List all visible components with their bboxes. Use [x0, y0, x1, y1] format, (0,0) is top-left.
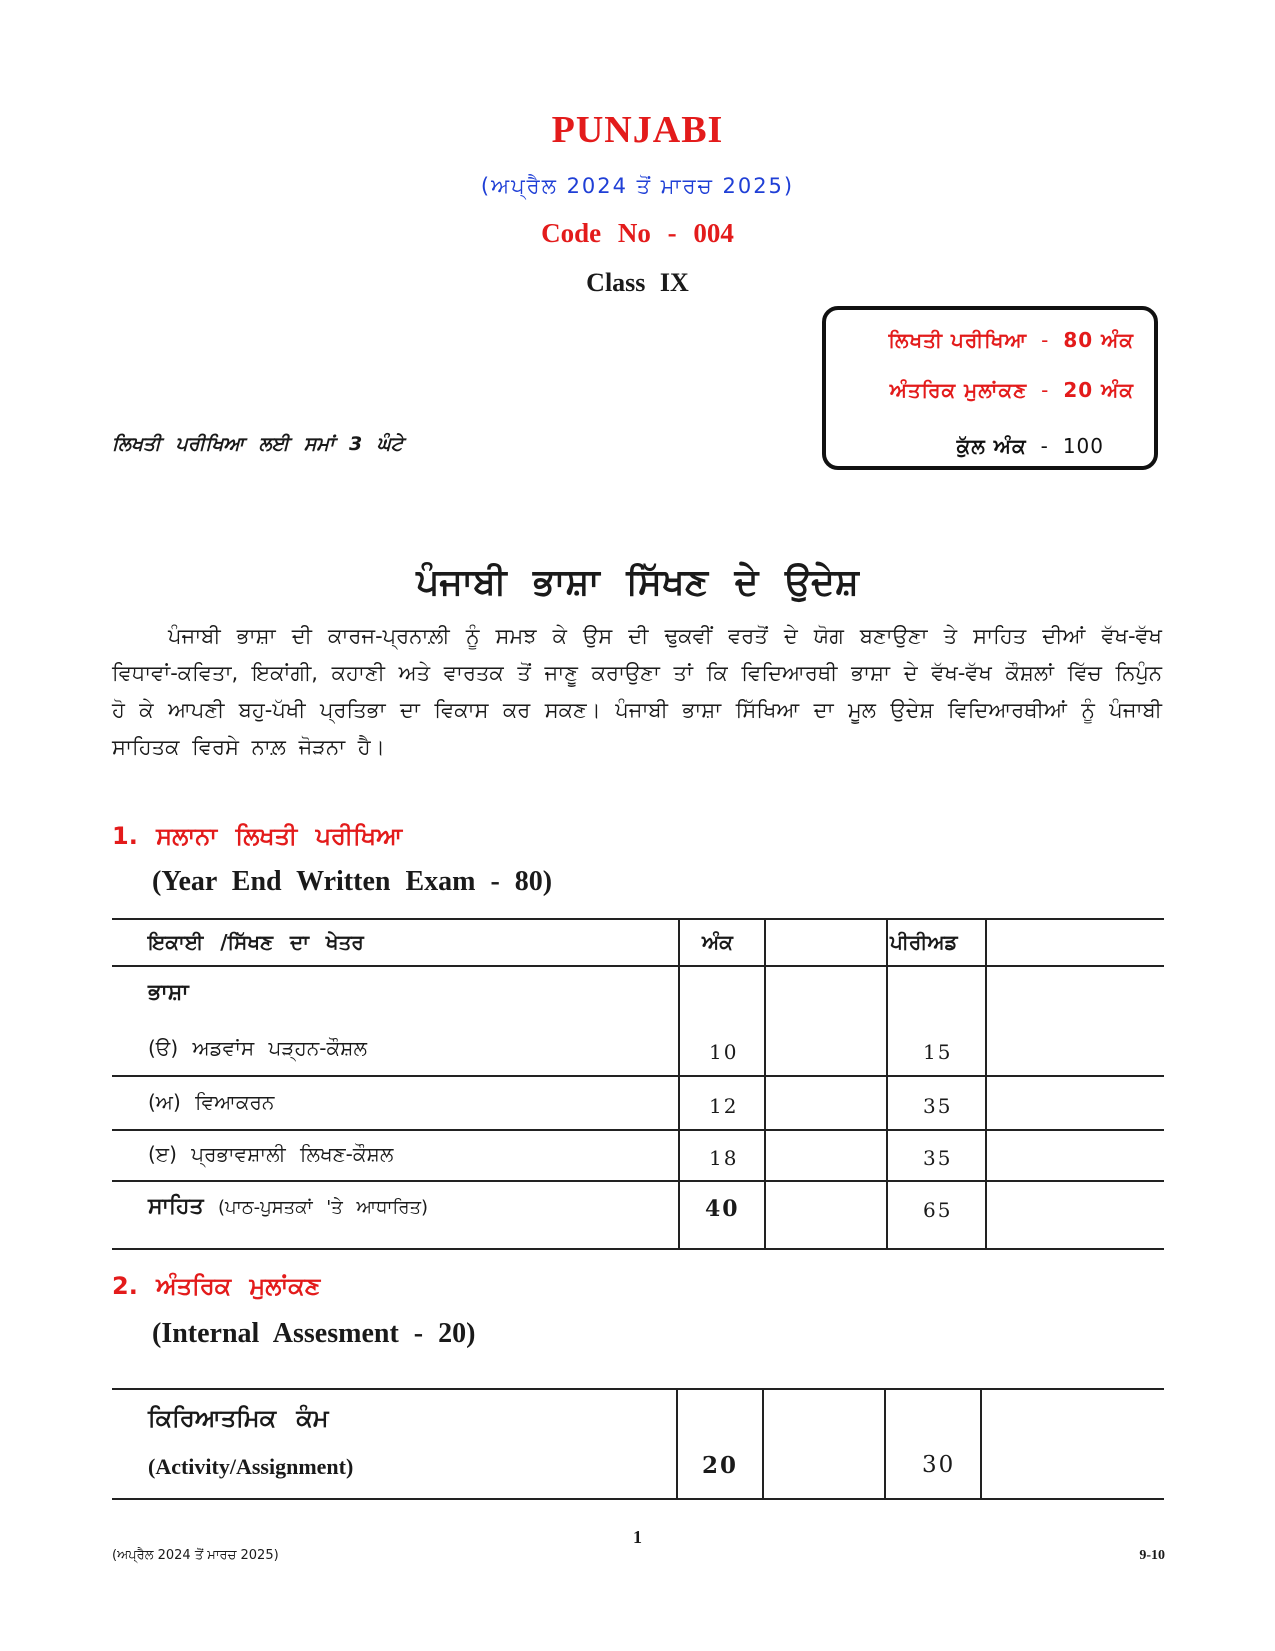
- row-label: (ੲ) ਪ੍ਰਭਾਵਸ਼ਾਲੀ ਲਿਖਣ-ਕੌਸ਼ਲ: [148, 1142, 394, 1166]
- table-rule: [112, 965, 1164, 967]
- total-marks-row: [957, 434, 1104, 458]
- activity-periods: 30: [922, 1452, 956, 1478]
- row-label: (ੳ) ਅਡਵਾਂਸ ਪੜ੍ਹਨ-ਕੌਸ਼ਲ: [148, 1036, 367, 1060]
- table-divider: [886, 918, 888, 1250]
- row-marks: 18: [709, 1146, 739, 1170]
- activity-label: ਕਿਰਿਆਤਮਿਕ ਕੰਮ: [148, 1404, 329, 1432]
- table-rule: [112, 1129, 1164, 1131]
- literature-periods: 65: [923, 1198, 953, 1222]
- table-rule: [112, 1498, 1164, 1500]
- footer-code: 9-10: [1139, 1548, 1165, 1563]
- section2-heading: 2. ਅੰਤਰਿਕ ਮੁਲਾਂਕਣ: [112, 1272, 321, 1300]
- written-marks-label: ਲਿਖਤੀ ਪਰੀਖਿਆ: [888, 328, 1028, 352]
- internal-marks-label: ਅੰਤਰਿਕ ਮੁਲਾਂਕਣ: [889, 378, 1028, 402]
- objectives-paragraph: ਪੰਜਾਬੀ ਭਾਸ਼ਾ ਦੀ ਕਾਰਜ-ਪ੍ਰਨਾਲ਼ੀ ਨੂੰ ਸਮਝ ਕੇ ਉਸ ਦੀ ਢੁਕਵੀਂ ਵਰਤੋਂ ਦੇ ਯੋਗ ਬਣਾਉਣਾ ਤੇ ਸਾਹਿਤ ਦੀਆਂ ਵੱਖ-ਵੱਖ ਵਿਧਾਵਾਂ-ਕਵਿਤਾ, ਇਕਾਂਗੀ, ਕਹਾਣੀ ਅਤੇ ਵਾਰਤਕ ਤੋਂ ਜਾਣੂ ਕਰਾਉਣਾ ਤਾਂ ਕਿ ਵਿਦਿਆਰਥੀ ਭਾਸ਼ਾ ਦੇ ਵੱਖ-ਵੱਖ ਕੌਸ਼ਲਾਂ ਵਿੱਚ ਨਿਪੁੰਨ ਹੋ ਕੇ ਆਪਣੀ ਬਹੁ-ਪੱਖੀ ਪ੍ਰਤਿਭਾ ਦਾ ਵਿਕਾਸ ਕਰ ਸਕਣ। ਪੰਜਾਬੀ ਭਾਸ਼ਾ ਸਿੱਖਿਆ ਦਾ ਮੂਲ ਉਦੇਸ਼ ਵਿਦਿਆਰਥੀਆਂ ਨੂੰ ਪੰਜਾਬੀ ਸਾਹਿਤਕ ਵਿਰਸੇ ਨਾਲ਼ ਜੋੜਨਾ ਹੈ।: [112, 624, 1162, 759]
- total-marks-value: 100: [1062, 434, 1104, 458]
- table-rule: [112, 918, 1164, 920]
- marks-summary-box: [822, 306, 1158, 470]
- table-divider: [764, 918, 766, 1250]
- activity-marks: 20: [702, 1452, 739, 1479]
- dash: -: [1041, 328, 1050, 352]
- dash: -: [1041, 378, 1050, 402]
- header-area: ਇਕਾਈ /ਸਿੱਖਣ ਦਾ ਖੇਤਰ: [148, 930, 364, 954]
- exam-duration: ਲਿਖਤੀ ਪਰੀਖਿਆ ਲਈ ਸਮਾਂ 3 ਘੰਟੇ: [112, 433, 404, 455]
- footer-session: (ਅਪ੍ਰੈਲ 2024 ਤੋਂ ਮਾਰਚ 2025): [112, 1548, 279, 1563]
- table-divider: [884, 1388, 886, 1500]
- activity-label-english: (Activity/Assignment): [148, 1454, 354, 1479]
- table-rule: [112, 1248, 1164, 1250]
- row-periods: 15: [923, 1040, 953, 1064]
- written-marks-row: [889, 328, 1134, 352]
- header-periods: ਪੀਰੀਅਡ: [890, 930, 958, 954]
- row-periods: 35: [923, 1146, 953, 1170]
- row-marks: 12: [709, 1094, 739, 1118]
- page-title: PUNJABI: [551, 109, 724, 151]
- internal-marks-value: 20 ਅੰਕ: [1063, 378, 1134, 402]
- literature-note: (ਪਾਠ-ਪੁਸਤਕਾਂ 'ਤੇ ਆਧਾਰਿਤ): [217, 1197, 429, 1218]
- table-divider: [985, 918, 987, 1250]
- row-periods: 35: [923, 1094, 953, 1118]
- literature-label: ਸਾਹਿਤ: [148, 1194, 204, 1219]
- literature-marks: 40: [705, 1196, 740, 1222]
- dash: -: [1040, 434, 1049, 458]
- table-rule: [112, 1180, 1164, 1182]
- internal-marks-row: [890, 378, 1134, 402]
- group-label-language: ਭਾਸ਼ਾ: [148, 980, 189, 1005]
- class-label: Class IX: [586, 268, 689, 297]
- page-number: 1: [633, 1527, 642, 1547]
- subject-code: Code No - 004: [541, 218, 734, 248]
- section1-heading: 1. ਸਲਾਨਾ ਲਿਖਤੀ ਪਰੀਖਿਆ: [112, 822, 403, 850]
- row-marks: 10: [709, 1040, 739, 1064]
- written-marks-value: 80 ਅੰਕ: [1063, 328, 1134, 352]
- section2-subheading: (Internal Assesment - 20): [152, 1318, 476, 1349]
- table-divider: [676, 1388, 678, 1500]
- objectives-heading: ਪੰਜਾਬੀ ਭਾਸ਼ਾ ਸਿੱਖਣ ਦੇ ਉਦੇਸ਼: [416, 562, 859, 603]
- section1-subheading: (Year End Written Exam - 80): [152, 866, 553, 897]
- total-marks-label: ਕੁੱਲ ਅੰਕ: [956, 434, 1027, 458]
- row-label: (ਅ) ਵਿਆਕਰਨ: [148, 1090, 275, 1114]
- literature-row-label: [148, 1194, 428, 1219]
- table-divider: [762, 1388, 764, 1500]
- header-marks: ਅੰਕ: [702, 930, 733, 954]
- table-rule: [112, 1075, 1164, 1077]
- table-divider: [678, 918, 680, 1250]
- table-divider: [980, 1388, 982, 1500]
- table-rule: [112, 1388, 1164, 1390]
- session-subtitle: (ਅਪ੍ਰੈਲ 2024 ਤੋਂ ਮਾਰਚ 2025): [480, 174, 795, 198]
